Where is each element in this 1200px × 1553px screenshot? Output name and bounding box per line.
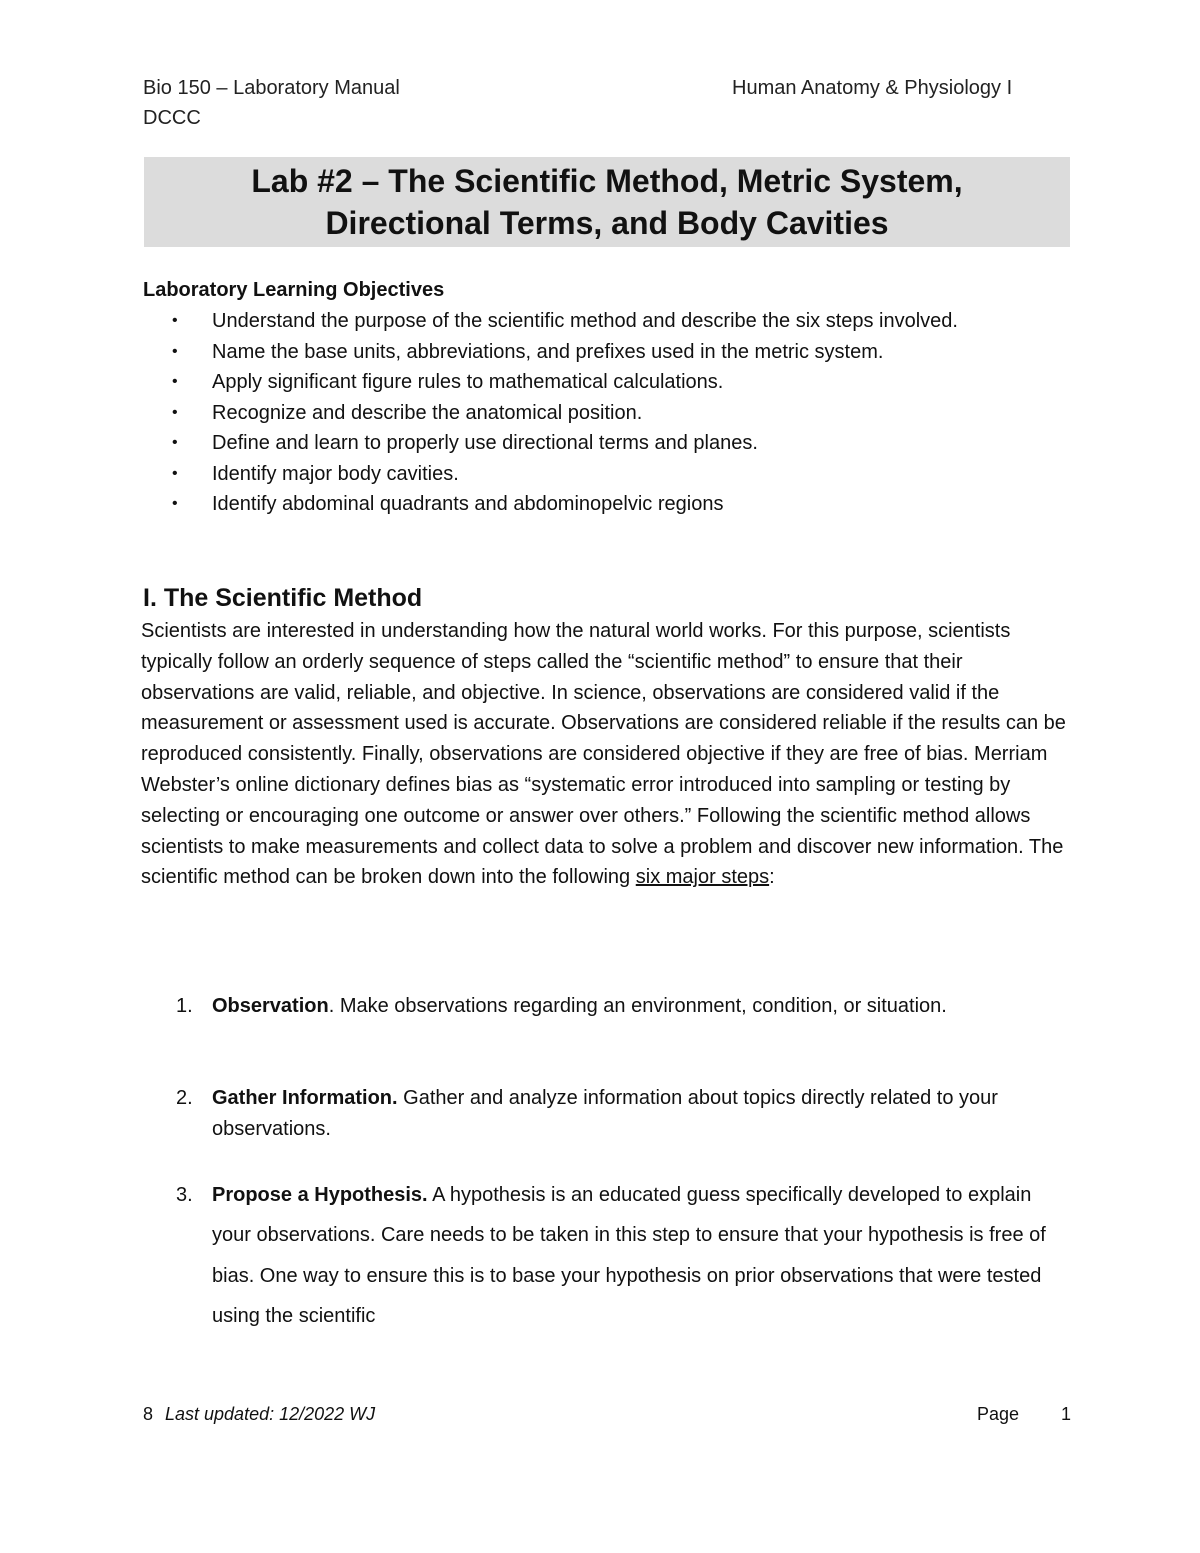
footer-last-updated: 8 Last updated: 12/2022 WJ — [143, 1404, 376, 1424]
step-text: A hypothesis is an educated guess specifically developed to explain your observations. Care needs to be taken in this step to ensure that your hypothesis is free of bias. One way to ensure this is to base your hypothesis on prior observations that were tested using the scientific — [212, 1184, 1046, 1327]
bullet-icon: • — [172, 312, 178, 329]
step-lead: Observation — [212, 995, 329, 1017]
objective-item: • Name the base units, abbreviations, and prefixes used in the metric system. — [172, 337, 1052, 368]
footer-page-label: Page — [977, 1404, 1020, 1424]
scientific-method-paragraph: Scientists are interested in understanding how the natural world works. For this purpose, scientists typically follow an orderly sequence of steps called the “scientific method” to ensure that their observations are valid, reliable, and objective. In science, observations are considered valid if the measurement or assessment used is accurate. Observations are considered reliable if the results can be reproduced consistently. Finally, observations are considered objective if they are free of bias. Merriam Webster’s online dictionary defines bias as “systematic error introduced into sampling or testing by selecting or encouraging one outcome or answer over others.” Following the scientific method allows scientists to make measurements and collect data to solve a problem and discover new information. The scientific method can be broken down into the following six major steps: — [141, 620, 1066, 889]
header-course: Bio 150 – Laboratory Manual — [143, 77, 400, 99]
footer-mark-icon: 8 — [143, 1404, 154, 1424]
lab-title-box — [144, 157, 1070, 247]
step-number: 1. — [176, 995, 193, 1017]
header-department: DCCC — [143, 107, 201, 129]
objective-item: • Recognize and describe the anatomical position. — [172, 398, 1052, 429]
objective-item: • Define and learn to properly use directional terms and planes. — [172, 428, 1052, 459]
step-lead: Propose a Hypothesis. — [212, 1184, 428, 1206]
bullet-icon: • — [172, 495, 178, 512]
step-item-observation — [176, 991, 1056, 1022]
bullet-icon: • — [172, 342, 178, 360]
header-subject: Human Anatomy & Physiology I — [732, 77, 1013, 99]
step-lead: Gather Information. — [212, 1087, 398, 1109]
bullet-icon: • — [172, 373, 178, 390]
objectives-list — [172, 306, 1052, 520]
footer-page-number: 1 — [1061, 1404, 1072, 1424]
step-number: 3. — [176, 1184, 193, 1206]
step-item-propose-hypothesis — [176, 1175, 1056, 1336]
bullet-icon: • — [172, 464, 178, 482]
bullet-icon: • — [172, 434, 178, 451]
lab-title-line-2: Directional Terms, and Body Cavities — [325, 205, 889, 241]
objective-item: • Identify major body cavities. — [172, 459, 1052, 490]
objective-item: • Understand the purpose of the scientific method and describe the six steps involved. — [172, 306, 1052, 337]
step-text: Gather and analyze information about topics directly related to your observations. — [212, 1087, 998, 1140]
bullet-icon: • — [172, 403, 178, 421]
step-item-gather-information — [176, 1083, 1056, 1144]
step-text: . Make observations regarding an environment, condition, or situation. — [328, 995, 947, 1017]
objectives-heading: Laboratory Learning Objectives — [143, 279, 445, 301]
step-number: 2. — [176, 1087, 193, 1109]
objective-item: • Apply significant figure rules to mathematical calculations. — [172, 367, 1052, 398]
six-major-steps-underline: six major steps — [635, 866, 770, 889]
objective-item: • Identify abdominal quadrants and abdominopelvic regions — [172, 489, 1052, 520]
section-heading-scientific-method: I. The Scientific Method — [143, 584, 423, 612]
lab-title-line-1: Lab #2 – The Scientific Method, Metric System, — [251, 163, 963, 199]
